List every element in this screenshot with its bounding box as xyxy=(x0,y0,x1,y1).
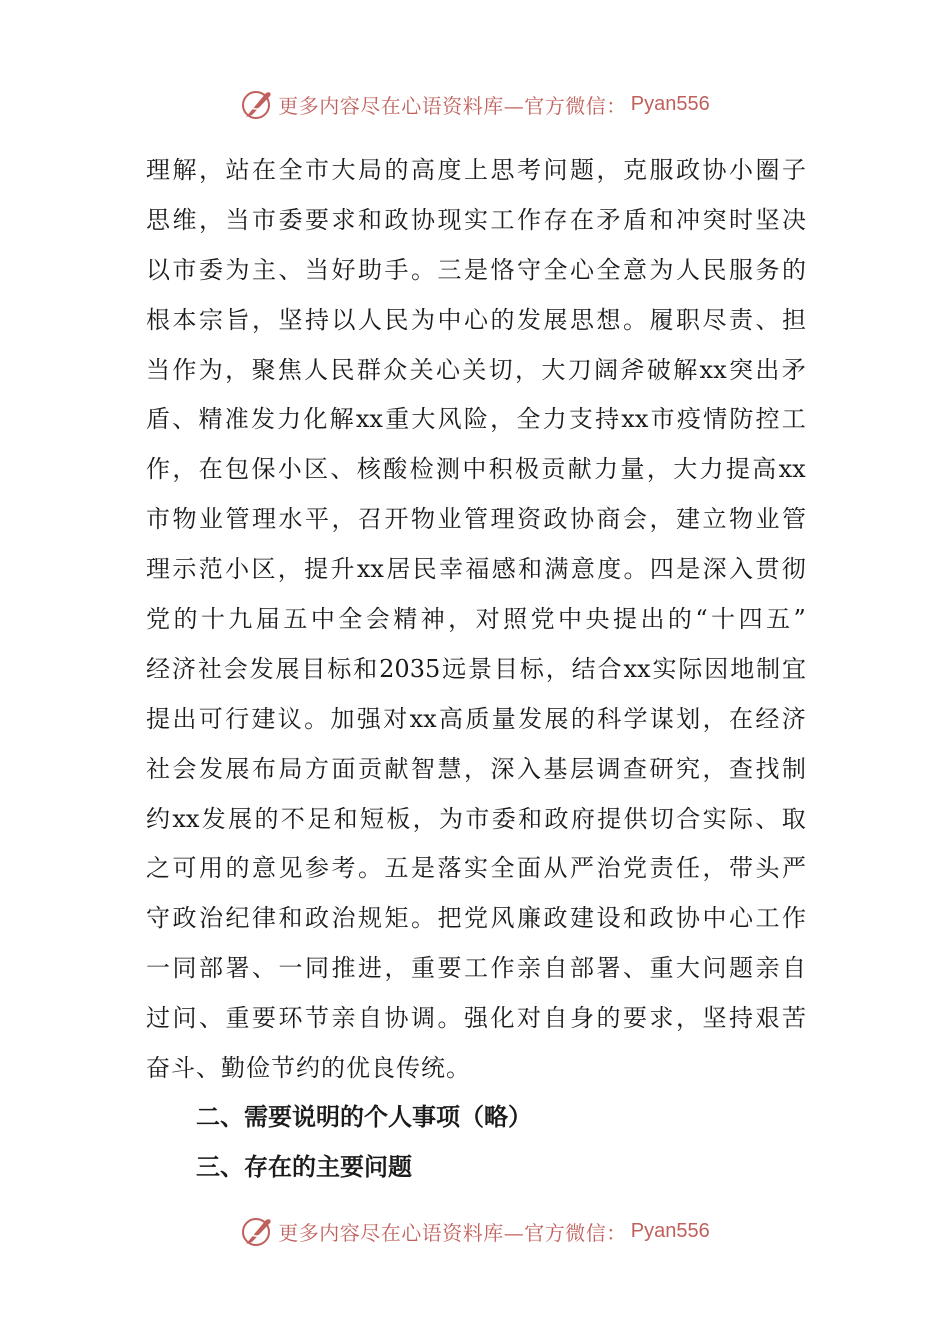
watermark-account: Pyan556 xyxy=(630,1219,710,1242)
paragraph-line: 理 解 ， 站 在 全 市 大 局 的 高 度 上 思 考 问 题 ， 克 服 政 协 小 圈 子 xyxy=(146,156,806,184)
heading-main-problems: 三、存在的主要问题 xyxy=(196,1153,412,1181)
paragraph-line: 之 可 用 的 意 见 参 考 。 五 是 落 实 全 面 从 严 治 党 责 任 ， 带 头 严 xyxy=(146,854,806,883)
paragraph-line: 理 示 范 小 区 ， 提 升 xx 居 民 幸 福 感 和 满 意 度 。 四 是 深 入 贯 彻 xyxy=(146,555,806,584)
paragraph-line: 奋斗、勤俭节约的优良传统。 xyxy=(146,1054,471,1083)
paragraph-line: 过 问 、 重 要 环 节 亲 自 协 调 。 强 化 对 自 身 的 要 求 ， 坚 持 艰 苦 xyxy=(146,1004,806,1033)
paragraph-line: 经 济 社 会 发 展 目 标 和 2035 远 景 目 标 ， 结 合 xx 实 际 因 地 制 宜 xyxy=(146,654,806,683)
quill-pen-logo-icon xyxy=(240,87,274,121)
paragraph-line: 以 市 委 为 主 、 当 好 助 手 。 三 是 恪 守 全 心 全 意 为 人 民 服 务 的 xyxy=(146,255,806,284)
document-body xyxy=(146,146,806,1094)
paragraph-line: 作 ， 在 包 保 小 区 、 核 酸 检 测 中 积 极 贡 献 力 量 ， 大 力 提 高 xx xyxy=(146,455,806,484)
paragraph-line: 根 本 宗 旨 ， 坚 持 以 人 民 为 中 心 的 发 展 思 想 。 履 职 尽 责 、 担 xyxy=(146,305,806,334)
watermark-account: Pyan556 xyxy=(630,92,710,115)
paragraph-line: 一 同 部 署 、 一 同 推 进 ， 重 要 工 作 亲 自 部 署 、 重 大 问 题 亲 自 xyxy=(146,954,806,983)
paragraph-line: 约 xx 发 展 的 不 足 和 短 板 ， 为 市 委 和 政 府 提 供 切 合 实 际 、 取 xyxy=(146,804,806,833)
header-watermark xyxy=(0,84,950,124)
watermark-text: 更多内容尽在心语资料库—官方微信： xyxy=(278,1220,627,1245)
footer-watermark xyxy=(0,1211,950,1251)
paragraph-line: 盾 、 精 准 发 力 化 解 xx 重 大 风 险 ， 全 力 支 持 xx 市 疫 情 防 控 工 xyxy=(146,405,806,434)
paragraph-line: 思 维 ， 当 市 委 要 求 和 政 协 现 实 工 作 存 在 矛 盾 和 冲 突 时 坚 决 xyxy=(146,205,806,234)
paragraph-line: 社 会 发 展 布 局 方 面 贡 献 智 慧 ， 深 入 基 层 调 查 研 究 ， 查 找 制 xyxy=(146,754,806,783)
section-headings xyxy=(196,1092,532,1192)
quill-pen-logo-icon xyxy=(240,1214,274,1248)
paragraph-line: 党 的 十 九 届 五 中 全 会 精 神 ， 对 照 党 中 央 提 出 的 “ 十 四 五 ” xyxy=(146,605,806,634)
paragraph-line: 提 出 可 行 建 议 。 加 强 对 xx 高 质 量 发 展 的 科 学 谋 划 ， 在 经 济 xyxy=(146,704,806,733)
heading-personal-matters: 二、需要说明的个人事项（略） xyxy=(196,1103,532,1131)
paragraph-line: 守 政 治 纪 律 和 政 治 规 矩 。 把 党 风 廉 政 建 设 和 政 协 中 心 工 作 xyxy=(146,904,806,933)
paragraph-line: 市 物 业 管 理 水 平 ， 召 开 物 业 管 理 资 政 协 商 会 ， 建 立 物 业 管 xyxy=(146,505,806,534)
paragraph-line: 当 作 为 ， 聚 焦 人 民 群 众 关 心 关 切 ， 大 刀 阔 斧 破 解 xx 突 出 矛 xyxy=(146,355,806,384)
watermark-text: 更多内容尽在心语资料库—官方微信： xyxy=(278,93,627,118)
